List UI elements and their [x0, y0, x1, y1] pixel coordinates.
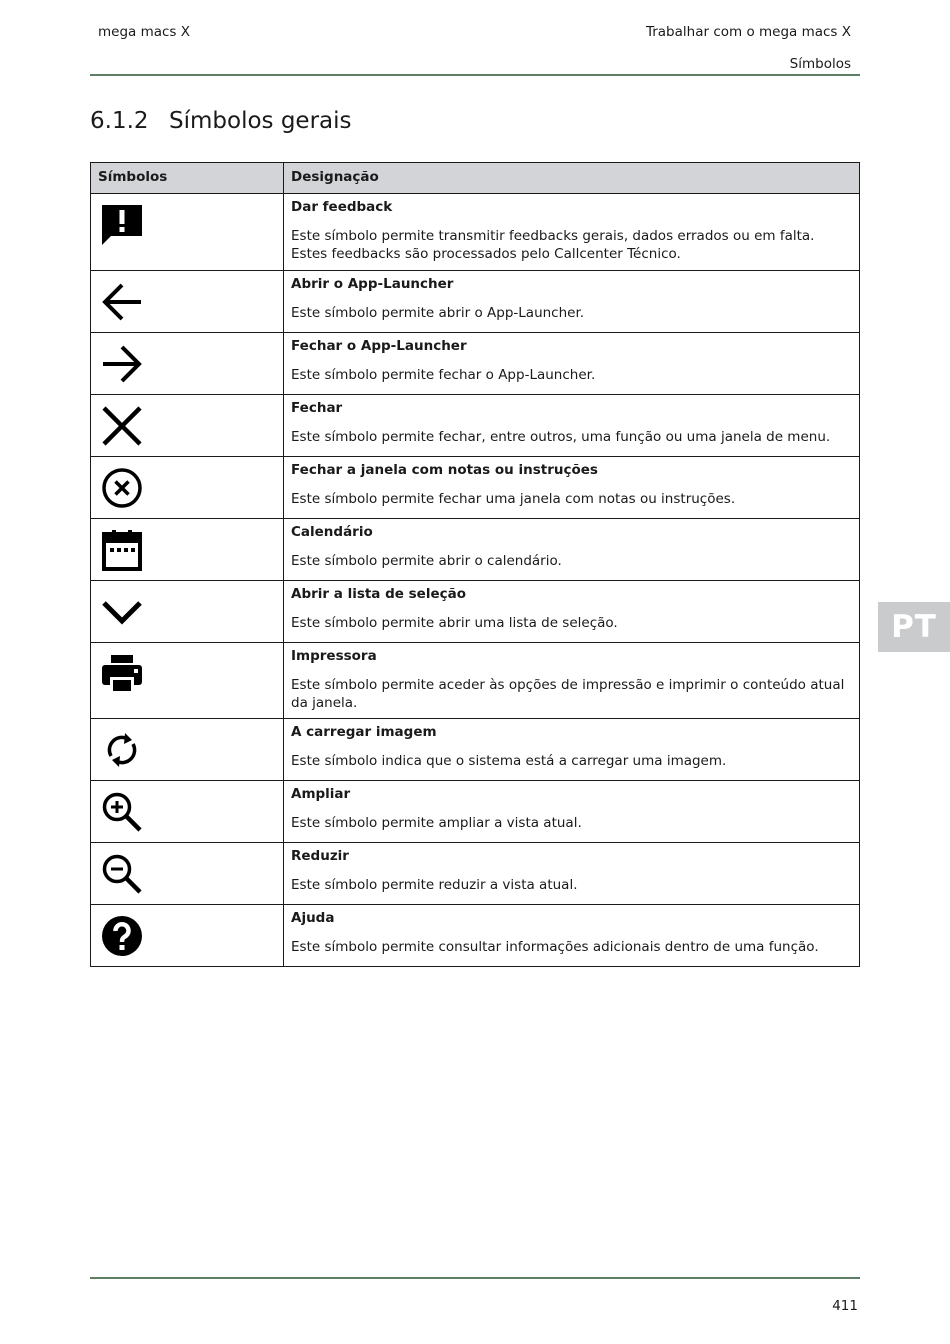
header-divider — [90, 74, 860, 76]
symbols-table — [90, 162, 860, 967]
table-row — [91, 781, 860, 843]
header-subsection: Símbolos — [789, 56, 851, 72]
row-description: Este símbolo permite consultar informações adicionais dentro de uma função. — [291, 939, 819, 955]
table-row — [91, 905, 860, 967]
table-row — [91, 719, 860, 781]
chevron-down-icon — [101, 591, 143, 633]
language-tab-pt: PT — [878, 602, 950, 652]
row-title: A carregar imagem — [291, 724, 437, 740]
table-row — [91, 843, 860, 905]
header-chapter: Trabalhar com o mega macs X — [645, 24, 851, 40]
row-title: Fechar — [291, 400, 343, 416]
row-description: Este símbolo permite abrir uma lista de seleção. — [291, 615, 618, 631]
printer-icon — [101, 653, 143, 695]
table-row — [91, 457, 860, 519]
row-title: Fechar o App-Launcher — [291, 338, 467, 354]
close-icon — [101, 405, 143, 447]
feedback-icon — [101, 204, 143, 246]
arrow-left-icon — [101, 281, 143, 323]
row-description: Este símbolo permite ampliar a vista atual. — [291, 815, 582, 831]
section-title — [90, 108, 352, 134]
row-description: Este símbolo permite fechar uma janela com notas ou instruções. — [291, 491, 736, 507]
row-title: Dar feedback — [291, 199, 393, 215]
row-description: Este símbolo indica que o sistema está a carregar uma imagem. — [291, 753, 727, 769]
zoom-out-icon — [101, 853, 143, 895]
row-description: Este símbolo permite abrir o App-Launcher. — [291, 305, 585, 321]
row-title: Reduzir — [291, 848, 349, 864]
row-title: Fechar a janela com notas ou instruções — [291, 462, 598, 478]
section-number: 6.1.2 — [90, 108, 149, 134]
row-title: Ampliar — [291, 786, 351, 802]
footer-divider — [90, 1277, 860, 1279]
row-title: Impressora — [291, 648, 377, 664]
table-row — [91, 333, 860, 395]
table-header-row — [91, 163, 860, 194]
help-icon — [101, 915, 143, 957]
row-description: Este símbolo permite aceder às opções de impressão e imprimir o conteúdo atual da janela. — [291, 677, 845, 711]
close-circle-icon — [101, 467, 143, 509]
row-title: Abrir o App-Launcher — [291, 276, 454, 292]
page-number: 411 — [832, 1298, 858, 1314]
table-row — [91, 395, 860, 457]
row-description: Este símbolo permite abrir o calendário. — [291, 553, 562, 569]
row-description: Este símbolo permite reduzir a vista atual. — [291, 877, 578, 893]
table-row — [91, 519, 860, 581]
row-description: Este símbolo permite fechar, entre outros, uma função ou uma janela de menu. — [291, 429, 831, 445]
table-row — [91, 581, 860, 643]
row-title: Ajuda — [291, 910, 335, 926]
arrow-right-icon — [101, 343, 143, 385]
column-header-designation: Designação — [284, 163, 860, 194]
row-title: Abrir a lista de seleção — [291, 586, 466, 602]
table-row — [91, 194, 860, 271]
table-row — [91, 643, 860, 719]
row-description: Este símbolo permite fechar o App-Launcher. — [291, 367, 596, 383]
table-row — [91, 271, 860, 333]
calendar-icon — [101, 529, 143, 571]
header-product-name: mega macs X — [98, 24, 191, 40]
section-title-text: Símbolos gerais — [169, 108, 352, 134]
row-title: Calendário — [291, 524, 373, 540]
column-header-symbols: Símbolos — [91, 163, 284, 194]
row-description: Este símbolo permite transmitir feedbacks gerais, dados errados ou em falta. Estes feedbacks são processados pelo Callcenter Técnico. — [291, 228, 815, 262]
zoom-in-icon — [101, 791, 143, 833]
refresh-icon — [101, 729, 143, 771]
